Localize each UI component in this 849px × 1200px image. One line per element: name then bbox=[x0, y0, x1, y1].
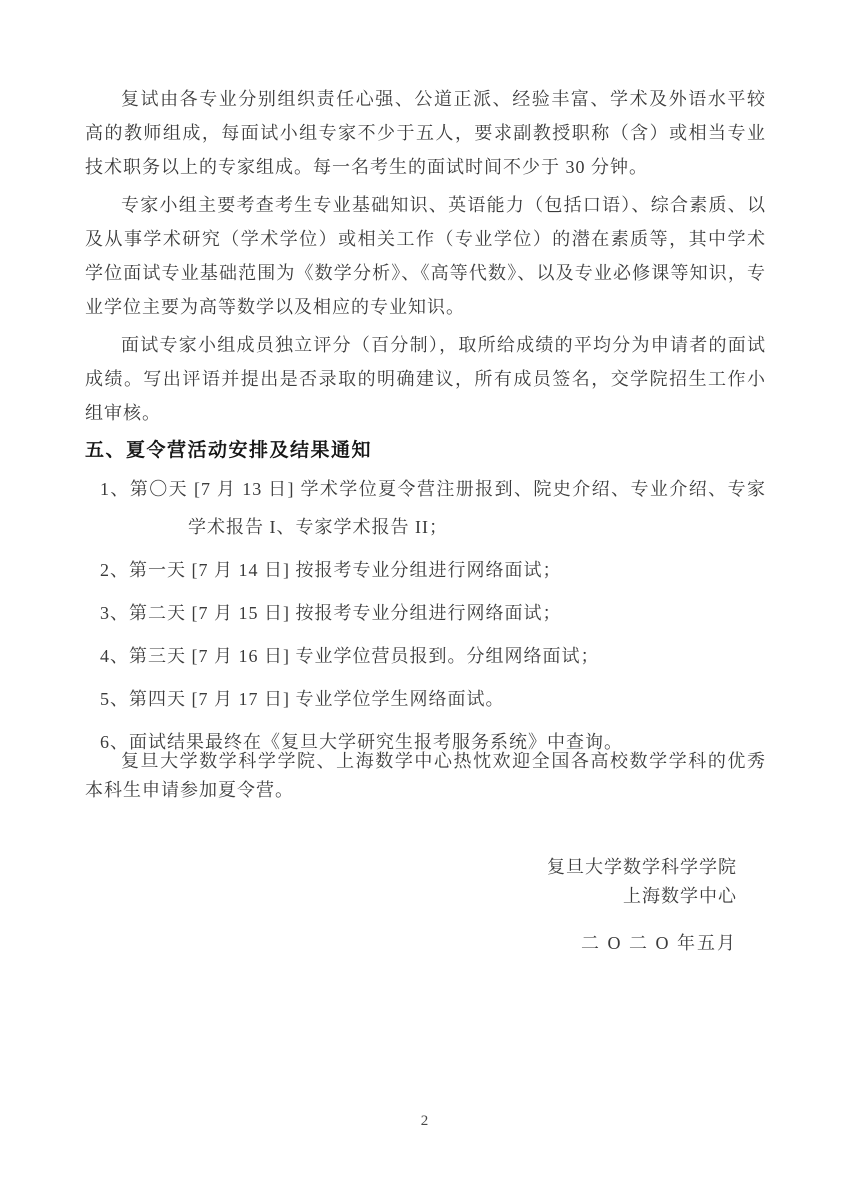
signature-organization-line2: 上海数学中心 bbox=[623, 886, 737, 906]
signature-date: 二 O 二 O 年五月 bbox=[581, 933, 737, 953]
closing-welcome-paragraph: 复旦大学数学科学学院、上海数学中心热忱欢迎全国各高校数学学科的优秀本科生申请参加夏令营。 bbox=[85, 751, 766, 800]
schedule-item-day-4: 5、第四天 [7 月 17 日] 专业学位学生网络面试。 bbox=[100, 689, 505, 709]
paragraph-interview-assessment-scope: 专家小组主要考查考生专业基础知识、英语能力（包括口语）、综合素质、以及从事学术研究（学术学位）或相关工作（专业学位）的潜在素质等，其中学术学位面试专业基础范围为《数学分析》、《高等代数》、以及专业必修课等知识，专业学位主要为高等数学以及相应的专业知识。 bbox=[85, 195, 766, 317]
schedule-item-day-2: 3、第二天 [7 月 15 日] 按报考专业分组进行网络面试； bbox=[100, 603, 562, 623]
paragraph-scoring-procedure: 面试专家小组成员独立评分（百分制），取所给成绩的平均分为申请者的面试成绩。写出评语并提出是否录取的明确建议，所有成员签名，交学院招生工作小组审核。 bbox=[85, 335, 766, 423]
signature-block bbox=[85, 853, 766, 958]
schedule-item-day-0: 1、第〇天 [7 月 13 日] 学术学位夏令营注册报到、院史介绍、专业介绍、专家学术报告 I、专家学术报告 II； bbox=[100, 479, 766, 537]
document-content bbox=[85, 82, 766, 958]
section-heading-camp-schedule: 五、夏令营活动安排及结果通知 bbox=[85, 440, 373, 461]
schedule-item-day-3: 4、第三天 [7 月 16 日] 专业学位营员报到。分组网络面试； bbox=[100, 646, 600, 666]
page-number: 2 bbox=[420, 1113, 429, 1129]
schedule-item-day-1: 2、第一天 [7 月 14 日] 按报考专业分组进行网络面试； bbox=[100, 560, 562, 580]
schedule-list bbox=[85, 470, 766, 761]
signature-organization-line1: 复旦大学数学科学学院 bbox=[547, 857, 737, 877]
schedule-item-results-query: 6、面试结果最终在《复旦大学研究生报考服务系统》中查询。 bbox=[100, 732, 623, 752]
paragraph-interview-panel-composition: 复试由各专业分别组织责任心强、公道正派、经验丰富、学术及外语水平较高的教师组成，每面试小组专家不少于五人，要求副教授职称（含）或相当专业技术职务以上的专家组成。每一名考生的面试时间不少于 30 分钟。 bbox=[85, 89, 766, 177]
